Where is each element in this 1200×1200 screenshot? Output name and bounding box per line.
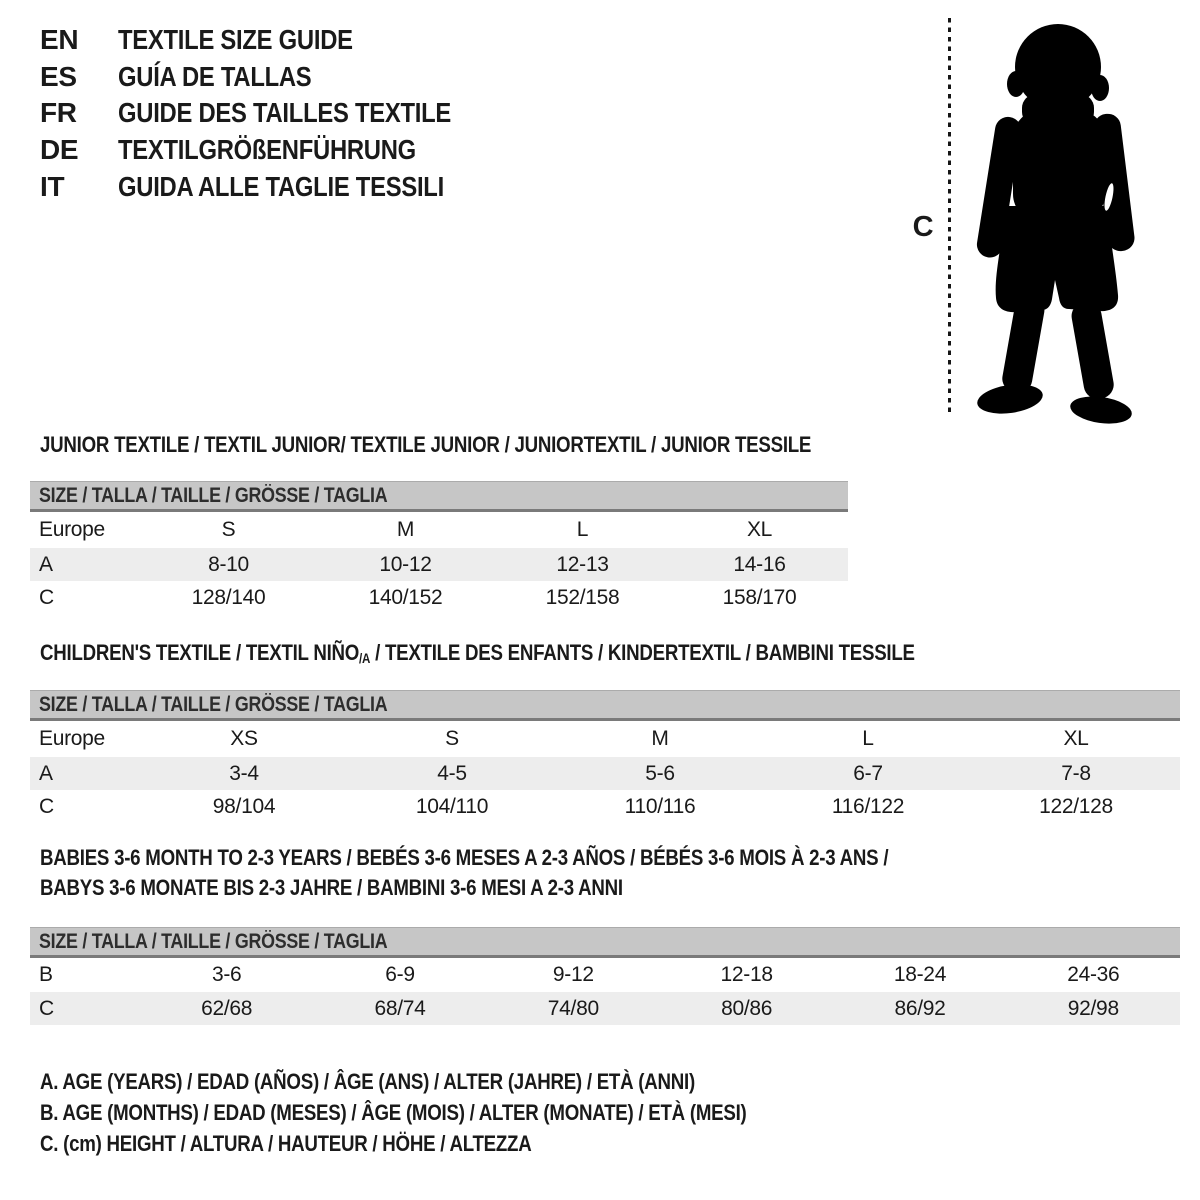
lang-title-es: GUÍA DE TALLAS xyxy=(118,60,312,92)
children-size-header-label: SIZE / TALLA / TAILLE / GRÖSSE / TAGLIA xyxy=(39,692,388,716)
legend-block xyxy=(40,1066,871,1159)
children-section-title-text xyxy=(40,640,915,666)
language-title-block xyxy=(40,22,510,205)
children-age-xs: 3-4 xyxy=(229,761,259,785)
babies-size-header-label: SIZE / TALLA / TAILLE / GRÖSSE / TAGLIA xyxy=(39,929,388,953)
babies-months-5: 18-24 xyxy=(893,963,947,986)
babies-height-4: 80/86 xyxy=(721,996,773,1020)
legend-line-b xyxy=(40,1097,871,1128)
children-height-xl: 122/128 xyxy=(1039,794,1113,818)
lang-code-de: DE xyxy=(40,134,79,166)
babies-height-5: 86/92 xyxy=(894,996,946,1020)
junior-row-height xyxy=(30,581,848,614)
babies-months-2: 6-9 xyxy=(385,963,415,986)
junior-size-table xyxy=(30,481,848,614)
junior-row-age xyxy=(30,548,848,581)
babies-row-height xyxy=(30,992,1180,1025)
children-height-m: 110/116 xyxy=(624,794,696,818)
children-row-height-label: C xyxy=(39,794,54,818)
junior-columns-row xyxy=(30,512,848,548)
legend-line-a-text: A. AGE (YEARS) / EDAD (AÑOS) / ÂGE (ANS) / ALTER (JAHRE) / ETÀ (ANNI) xyxy=(40,1069,695,1094)
junior-size-header-label: SIZE / TALLA / TAILLE / GRÖSSE / TAGLIA xyxy=(39,483,388,507)
babies-months-6: 24-36 xyxy=(1067,963,1120,986)
junior-col-l: L xyxy=(576,518,589,541)
babies-section-title xyxy=(40,843,1038,903)
babies-row-months xyxy=(30,958,1180,992)
babies-size-header-bar xyxy=(30,927,1180,958)
baby-silhouette-icon xyxy=(958,14,1153,424)
babies-row-months-label: B xyxy=(39,963,53,986)
lang-row-es xyxy=(40,59,510,96)
junior-section-title xyxy=(40,432,947,458)
lang-code-fr: FR xyxy=(40,97,77,129)
children-title-rest: / TEXTILE DES ENFANTS / KINDERTEXTIL / BAMBINI TESSILE xyxy=(370,640,915,665)
lang-row-fr xyxy=(40,95,510,132)
lang-row-en xyxy=(40,22,510,59)
children-height-l: 116/122 xyxy=(831,794,905,818)
lang-row-it xyxy=(40,168,510,205)
children-region-label: Europe xyxy=(39,727,105,750)
children-age-m: 5-6 xyxy=(645,761,675,785)
children-col-xl: XL xyxy=(1063,727,1089,750)
children-row-age xyxy=(30,757,1180,790)
junior-age-s: 8-10 xyxy=(208,552,249,576)
height-dashed-line xyxy=(948,18,951,415)
junior-col-m: M xyxy=(396,518,415,541)
children-row-height xyxy=(30,790,1180,823)
junior-height-xl: 158/170 xyxy=(722,585,797,609)
lang-code-es: ES xyxy=(40,60,77,92)
lang-title-fr: GUIDE DES TAILLES TEXTILE xyxy=(118,97,452,129)
lang-code-it: IT xyxy=(40,170,65,202)
children-age-s: 4-5 xyxy=(437,761,467,785)
lang-code-en: EN xyxy=(40,24,79,56)
lang-title-de: TEXTILGRÖßENFÜHRUNG xyxy=(118,134,416,166)
babies-height-1: 62/68 xyxy=(201,996,253,1020)
junior-age-xl: 14-16 xyxy=(733,552,786,576)
junior-height-s: 128/140 xyxy=(191,585,266,609)
children-height-s: 104/110 xyxy=(415,794,489,818)
junior-row-height-label: C xyxy=(39,585,54,609)
junior-section-title-text: JUNIOR TEXTILE / TEXTIL JUNIOR/ TEXTILE JUNIOR / JUNIORTEXTIL / JUNIOR TESSILE xyxy=(40,432,812,457)
children-age-l: 6-7 xyxy=(853,761,883,785)
babies-months-1: 3-6 xyxy=(211,963,242,986)
legend-line-c-text: C. (cm) HEIGHT / ALTURA / HAUTEUR / HÖHE / ALTEZZA xyxy=(40,1131,532,1156)
legend-line-b-text: B. AGE (MONTHS) / EDAD (MESES) / ÂGE (MOIS) / ALTER (MONATE) / ETÀ (MESI) xyxy=(40,1100,747,1125)
junior-col-s: S xyxy=(221,518,236,541)
lang-row-de xyxy=(40,132,510,169)
children-row-age-label: A xyxy=(39,761,53,785)
children-col-l: L xyxy=(862,727,874,750)
legend-line-c xyxy=(40,1128,871,1159)
babies-height-3: 74/80 xyxy=(547,996,599,1020)
babies-height-6: 92/98 xyxy=(1067,996,1119,1020)
babies-title-line2: BABYS 3-6 MONATE BIS 2-3 JAHRE / BAMBINI 3-6 MESI A 2-3 ANNI xyxy=(40,875,623,900)
junior-size-header-bar xyxy=(30,481,848,512)
children-title-sub: /A xyxy=(359,651,371,666)
junior-age-l: 12-13 xyxy=(556,552,609,576)
junior-col-xl: XL xyxy=(746,518,773,541)
babies-title-line1: BABIES 3-6 MONTH TO 2-3 YEARS / BEBÉS 3-6 MESES A 2-3 AÑOS / BÉBÉS 3-6 MOIS À 2-3 ANS / xyxy=(40,845,889,870)
children-height-xs: 98/104 xyxy=(212,794,276,818)
children-section-title xyxy=(40,640,1069,666)
junior-height-l: 152/158 xyxy=(545,585,620,609)
children-col-m: M xyxy=(651,727,669,750)
children-title-main: CHILDREN'S TEXTILE / TEXTIL NIÑO xyxy=(40,640,360,665)
children-columns-row xyxy=(30,721,1180,757)
junior-age-m: 10-12 xyxy=(379,552,432,576)
babies-row-height-label: C xyxy=(39,996,54,1020)
children-size-header-bar xyxy=(30,690,1180,721)
lang-title-it: GUIDA ALLE TAGLIE TESSILI xyxy=(118,170,444,202)
babies-months-4: 12-18 xyxy=(720,963,773,986)
children-age-xl: 7-8 xyxy=(1061,761,1091,785)
children-col-xs: XS xyxy=(230,727,258,750)
babies-months-3: 9-12 xyxy=(552,963,594,986)
children-size-table xyxy=(30,690,1180,823)
babies-size-table xyxy=(30,927,1180,1025)
lang-title-en: TEXTILE SIZE GUIDE xyxy=(118,24,353,56)
height-measure-label: C xyxy=(912,211,934,243)
babies-height-2: 68/74 xyxy=(374,996,426,1020)
legend-line-a xyxy=(40,1066,871,1097)
junior-row-age-label: A xyxy=(39,552,53,576)
children-col-s: S xyxy=(445,727,459,750)
junior-region-label: Europe xyxy=(39,518,105,541)
junior-height-m: 140/152 xyxy=(368,585,443,609)
